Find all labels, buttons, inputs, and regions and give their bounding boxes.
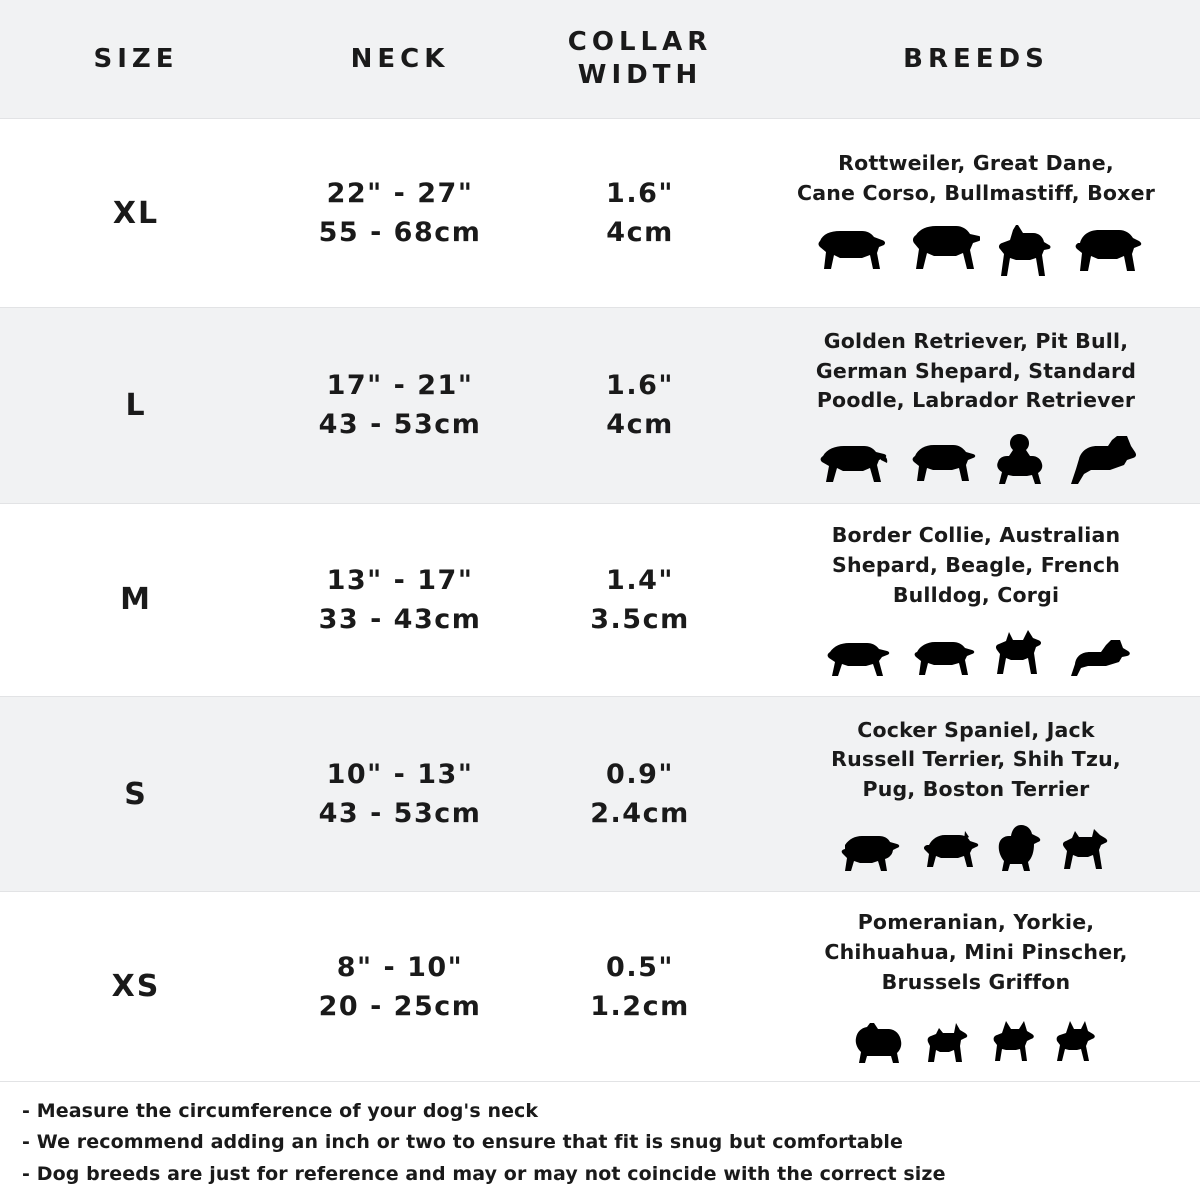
poodle-silhouette-icon bbox=[991, 432, 1047, 484]
row-breeds-line3: Bulldog, Corgi bbox=[892, 582, 1060, 607]
row-size-label: XS bbox=[111, 969, 161, 1005]
breed-silhouettes bbox=[850, 1005, 1102, 1065]
header-collar-width-line2: WIDTH bbox=[577, 59, 703, 90]
row-breeds-line1: Golden Retriever, Pit Bull, bbox=[823, 328, 1129, 353]
row-neck-inches: 8" - 10" bbox=[336, 951, 464, 983]
row-breeds-line1: Border Collie, Australian bbox=[831, 523, 1121, 548]
row-breeds bbox=[752, 327, 1200, 484]
breed-silhouettes bbox=[835, 813, 1117, 873]
row-collar-width-cm: 4cm bbox=[606, 409, 674, 441]
jack-russell-terrier-silhouette-icon bbox=[917, 827, 979, 873]
chihuahua-silhouette-icon bbox=[992, 1019, 1040, 1065]
row-breeds-line2: Russell Terrier, Shih Tzu, bbox=[831, 747, 1121, 772]
bullmastiff-silhouette-icon bbox=[1068, 221, 1142, 277]
header-breeds: BREEDS bbox=[903, 43, 1049, 74]
row-neck-cm: 20 - 25cm bbox=[318, 990, 482, 1022]
breed-silhouettes bbox=[810, 217, 1142, 277]
row-collar-width bbox=[528, 755, 752, 833]
row-neck bbox=[272, 174, 528, 252]
table-row bbox=[0, 891, 1200, 1080]
row-breeds-line1: Pomeranian, Yorkie, bbox=[857, 910, 1095, 935]
row-size-label: L bbox=[125, 387, 147, 423]
header-neck: NECK bbox=[350, 43, 450, 74]
french-bulldog-silhouette-icon bbox=[992, 628, 1050, 678]
row-breeds-line2: Chihuahua, Mini Pinscher, bbox=[824, 939, 1128, 964]
rottweiler-silhouette-icon bbox=[810, 221, 888, 277]
row-collar-width bbox=[528, 561, 752, 639]
breed-silhouettes bbox=[822, 618, 1130, 678]
row-neck-cm: 43 - 53cm bbox=[318, 798, 482, 830]
row-breeds bbox=[752, 716, 1200, 873]
row-neck-cm: 33 - 43cm bbox=[318, 603, 482, 635]
row-collar-width-cm: 3.5cm bbox=[590, 603, 690, 635]
row-neck bbox=[272, 948, 528, 1026]
pug-silhouette-icon bbox=[1061, 827, 1117, 873]
row-collar-width-cm: 2.4cm bbox=[590, 798, 690, 830]
row-breeds-line2: Shepard, Beagle, French bbox=[831, 553, 1121, 578]
table-row bbox=[0, 118, 1200, 307]
shih-tzu-silhouette-icon bbox=[993, 823, 1047, 873]
row-size-label: S bbox=[124, 776, 148, 812]
row-size-label: XL bbox=[112, 195, 160, 231]
row-collar-width-inches: 1.6" bbox=[606, 370, 674, 402]
row-breeds bbox=[752, 908, 1200, 1065]
row-breeds bbox=[752, 149, 1200, 276]
cane-corso-silhouette-icon bbox=[994, 221, 1054, 277]
row-breeds-line3: Poodle, Labrador Retriever bbox=[816, 388, 1136, 413]
footer-notes bbox=[0, 1081, 1200, 1200]
header-collar-width-line1: COLLAR bbox=[567, 27, 713, 58]
table-row bbox=[0, 503, 1200, 696]
yorkie-silhouette-icon bbox=[926, 1019, 978, 1065]
row-collar-width-inches: 1.4" bbox=[606, 564, 674, 596]
great-dane-silhouette-icon bbox=[902, 221, 980, 277]
row-breeds-line3: Brussels Griffon bbox=[881, 969, 1071, 994]
row-neck bbox=[272, 366, 528, 444]
german-shepherd-silhouette-icon bbox=[1061, 434, 1137, 484]
row-neck-inches: 13" - 17" bbox=[326, 564, 474, 596]
mini-pinscher-silhouette-icon bbox=[1054, 1019, 1102, 1065]
table-row bbox=[0, 307, 1200, 502]
row-neck bbox=[272, 561, 528, 639]
header-size: SIZE bbox=[93, 43, 179, 74]
row-collar-width-inches: 1.6" bbox=[606, 177, 674, 209]
row-breeds-line1: Rottweiler, Great Dane, bbox=[838, 151, 1114, 176]
beagle-silhouette-icon bbox=[908, 634, 978, 678]
row-collar-width bbox=[528, 174, 752, 252]
row-breeds-line2: Cane Corso, Bullmastiff, Boxer bbox=[796, 181, 1156, 206]
row-collar-width-cm: 4cm bbox=[606, 217, 674, 249]
row-neck-inches: 22" - 27" bbox=[326, 177, 474, 209]
row-breeds-line2: German Shepard, Standard bbox=[815, 358, 1137, 383]
header-collar-width bbox=[528, 26, 752, 91]
row-neck bbox=[272, 755, 528, 833]
pomeranian-silhouette-icon bbox=[850, 1019, 912, 1065]
corgi-silhouette-icon bbox=[1064, 638, 1130, 678]
breed-silhouettes bbox=[815, 424, 1137, 484]
note-item: - We recommend adding an inch or two to ensure that fit is snug but comfortable bbox=[22, 1131, 904, 1154]
table-header-row bbox=[0, 0, 1200, 118]
table-row bbox=[0, 696, 1200, 891]
row-collar-width bbox=[528, 366, 752, 444]
row-collar-width-inches: 0.5" bbox=[606, 951, 674, 983]
pit-bull-silhouette-icon bbox=[905, 436, 977, 484]
row-breeds-line3: Pug, Boston Terrier bbox=[862, 777, 1090, 802]
row-collar-width-cm: 1.2cm bbox=[590, 990, 690, 1022]
border-collie-silhouette-icon bbox=[822, 634, 894, 678]
row-breeds-line1: Cocker Spaniel, Jack bbox=[857, 717, 1095, 742]
row-collar-width-inches: 0.9" bbox=[606, 759, 674, 791]
row-neck-inches: 17" - 21" bbox=[326, 370, 474, 402]
note-item: - Dog breeds are just for reference and may or may not coincide with the correct size bbox=[22, 1162, 946, 1185]
row-size-label: M bbox=[120, 582, 152, 618]
row-neck-inches: 10" - 13" bbox=[326, 759, 474, 791]
row-neck-cm: 43 - 53cm bbox=[318, 409, 482, 441]
row-breeds bbox=[752, 521, 1200, 678]
golden-retriever-silhouette-icon bbox=[815, 436, 891, 484]
note-item: - Measure the circumference of your dog's neck bbox=[22, 1099, 539, 1122]
cocker-spaniel-silhouette-icon bbox=[835, 827, 903, 873]
row-collar-width bbox=[528, 948, 752, 1026]
row-neck-cm: 55 - 68cm bbox=[318, 217, 482, 249]
